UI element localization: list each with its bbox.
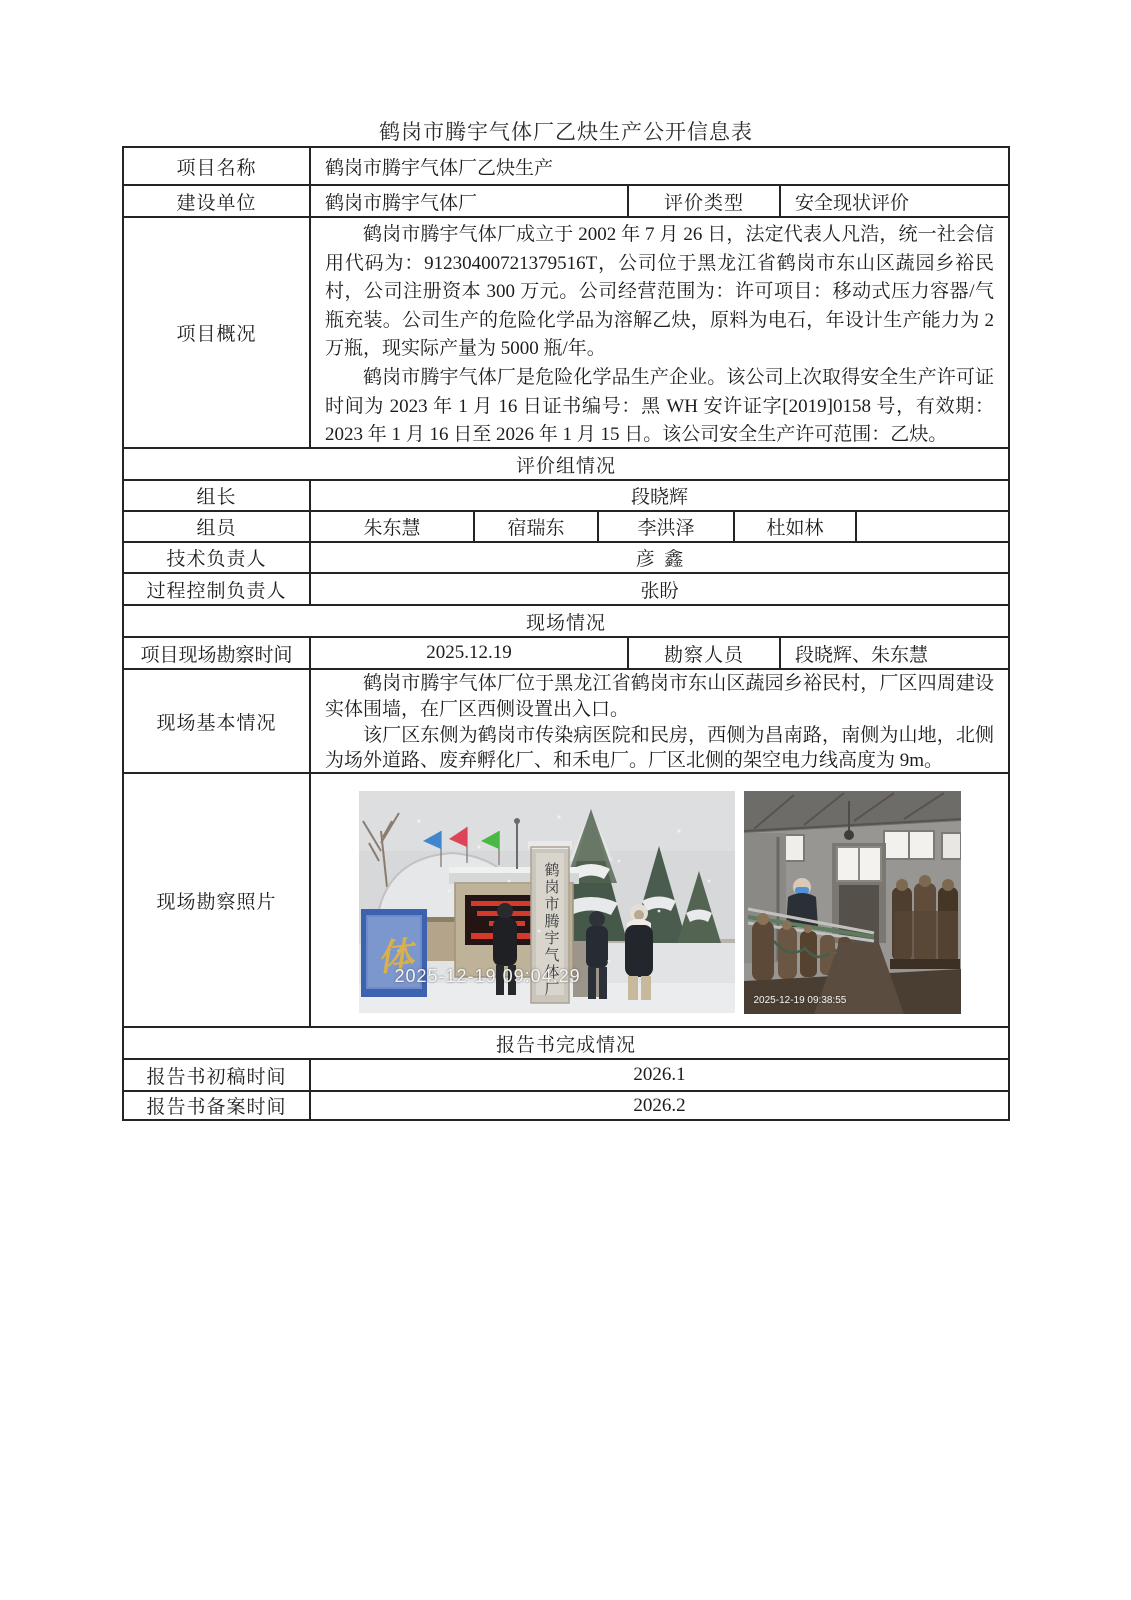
process-control-lead-value: 张盼 xyxy=(309,574,1008,604)
construction-unit-value: 鹤岗市腾宇气体厂 xyxy=(309,186,627,216)
project-overview-label: 项目概况 xyxy=(176,324,257,345)
site-photos-cell xyxy=(309,774,1008,1026)
technical-lead-value: 彦 鑫 xyxy=(309,543,1008,572)
row-construction-unit xyxy=(124,184,1008,216)
row-site-basic-info xyxy=(124,668,1008,772)
surveyors-label: 勘察人员 xyxy=(627,638,779,668)
photo-timestamp-left: 2025-12-19 09:04:29 xyxy=(394,966,581,986)
evaluation-type-value: 安全现状评价 xyxy=(779,186,1008,216)
report-draft-time-value: 2026.1 xyxy=(309,1060,1008,1090)
side-sign-character: 体 xyxy=(374,935,415,979)
report-section-title: 报告书完成情况 xyxy=(495,1034,636,1056)
surveyors-value: 段晓辉、朱东慧 xyxy=(779,638,1008,668)
row-report-draft-time xyxy=(124,1058,1008,1090)
process-control-lead-label: 过程控制负责人 xyxy=(146,580,287,602)
row-site-photos xyxy=(124,772,1008,1026)
group-member-4: 杜如林 xyxy=(733,512,855,541)
technical-lead-label: 技术负责人 xyxy=(166,549,267,570)
site-paragraph-2: 该厂区东侧为鹤岗市传染病医院和民房，西侧为昌南路，南侧为山地，北侧为场外道路、废弃孵化厂、和禾电厂。厂区北侧的架空电力线高度为 9m。 xyxy=(325,724,994,772)
site-photo-gate xyxy=(359,791,735,1013)
row-report-header xyxy=(124,1026,1008,1058)
group-member-3: 李洪泽 xyxy=(597,512,733,541)
row-report-filing-time xyxy=(124,1090,1008,1119)
survey-time-value: 2025.12.19 xyxy=(309,638,627,668)
info-table xyxy=(122,146,1010,1121)
workshop-photo-illustration xyxy=(744,791,961,1014)
row-process-control-lead xyxy=(124,572,1008,604)
row-project-name xyxy=(124,148,1008,184)
row-survey-time xyxy=(124,636,1008,668)
construction-unit-label: 建设单位 xyxy=(176,192,257,214)
group-members-label: 组员 xyxy=(196,518,237,539)
report-draft-time-label: 报告书初稿时间 xyxy=(146,1066,287,1088)
row-group-members xyxy=(124,510,1008,541)
overview-paragraph-1: 鹤岗市腾宇气体厂成立于 2002 年 7 月 26 日，法定代表人凡浩，统一社会信用代码为：91230400721379516T，公司位于黑龙江省鹤岗市东山区蔬园乡裕民村，公司注册资本 300 万元。公司经营范围为：许可项目：移动式压力容器/气瓶充装。公司生产的危险化学品为溶解乙炔，原料为电石，年设计生产能力为 2 万瓶，现实际产量为 5000 瓶/年。 xyxy=(325,224,994,360)
survey-time-label: 项目现场勘察时间 xyxy=(140,644,293,666)
report-filing-time-value: 2026.2 xyxy=(309,1092,1008,1119)
project-overview-text xyxy=(309,218,1008,447)
site-photos-label: 现场勘察照片 xyxy=(156,891,277,913)
row-project-overview xyxy=(124,216,1008,447)
site-basic-info-text xyxy=(309,670,1008,772)
group-member-1: 朱东慧 xyxy=(309,512,473,541)
gate-pillar-sign: 鹤岗市腾宇气体厂 xyxy=(542,862,559,998)
row-site-header xyxy=(124,604,1008,636)
group-leader-value: 段晓辉 xyxy=(309,481,1008,510)
evaluation-type-label: 评价类型 xyxy=(627,186,779,216)
overview-paragraph-2: 鹤岗市腾宇气体厂是危险化学品生产企业。该公司上次取得安全生产许可证时间为 2023 年 1 月 16 日证书编号：黑 WH 安许证字[2019]0158 号，有效期：2023 年 1 月 16 日至 2026 年 1 月 15 日。该公司安全生产许可范围：乙炔。 xyxy=(325,366,994,446)
row-technical-lead xyxy=(124,541,1008,572)
page-title: 鹤岗市腾宇气体厂乙炔生产公开信息表 xyxy=(379,120,753,144)
site-basic-info-label: 现场基本情况 xyxy=(156,712,277,734)
group-leader-label: 组长 xyxy=(196,487,237,508)
project-name-label: 项目名称 xyxy=(176,157,257,179)
site-photo-workshop xyxy=(744,791,961,1014)
photo-timestamp-right: 2025-12-19 09:38:55 xyxy=(753,994,847,1006)
evaluation-group-section-title: 评价组情况 xyxy=(515,455,616,477)
group-member-5-empty xyxy=(855,512,1008,541)
group-member-2: 宿瑞东 xyxy=(473,512,597,541)
row-group-leader xyxy=(124,479,1008,510)
row-evaluation-group-header xyxy=(124,447,1008,479)
site-paragraph-1: 鹤岗市腾宇气体厂位于黑龙江省鹤岗市东山区蔬园乡裕民村，厂区四周建设实体围墙，在厂区西侧设置出入口。 xyxy=(325,673,994,720)
site-section-title: 现场情况 xyxy=(525,612,606,634)
project-name-value: 鹤岗市腾宇气体厂乙炔生产 xyxy=(309,148,1008,184)
report-filing-time-label: 报告书备案时间 xyxy=(146,1097,287,1118)
